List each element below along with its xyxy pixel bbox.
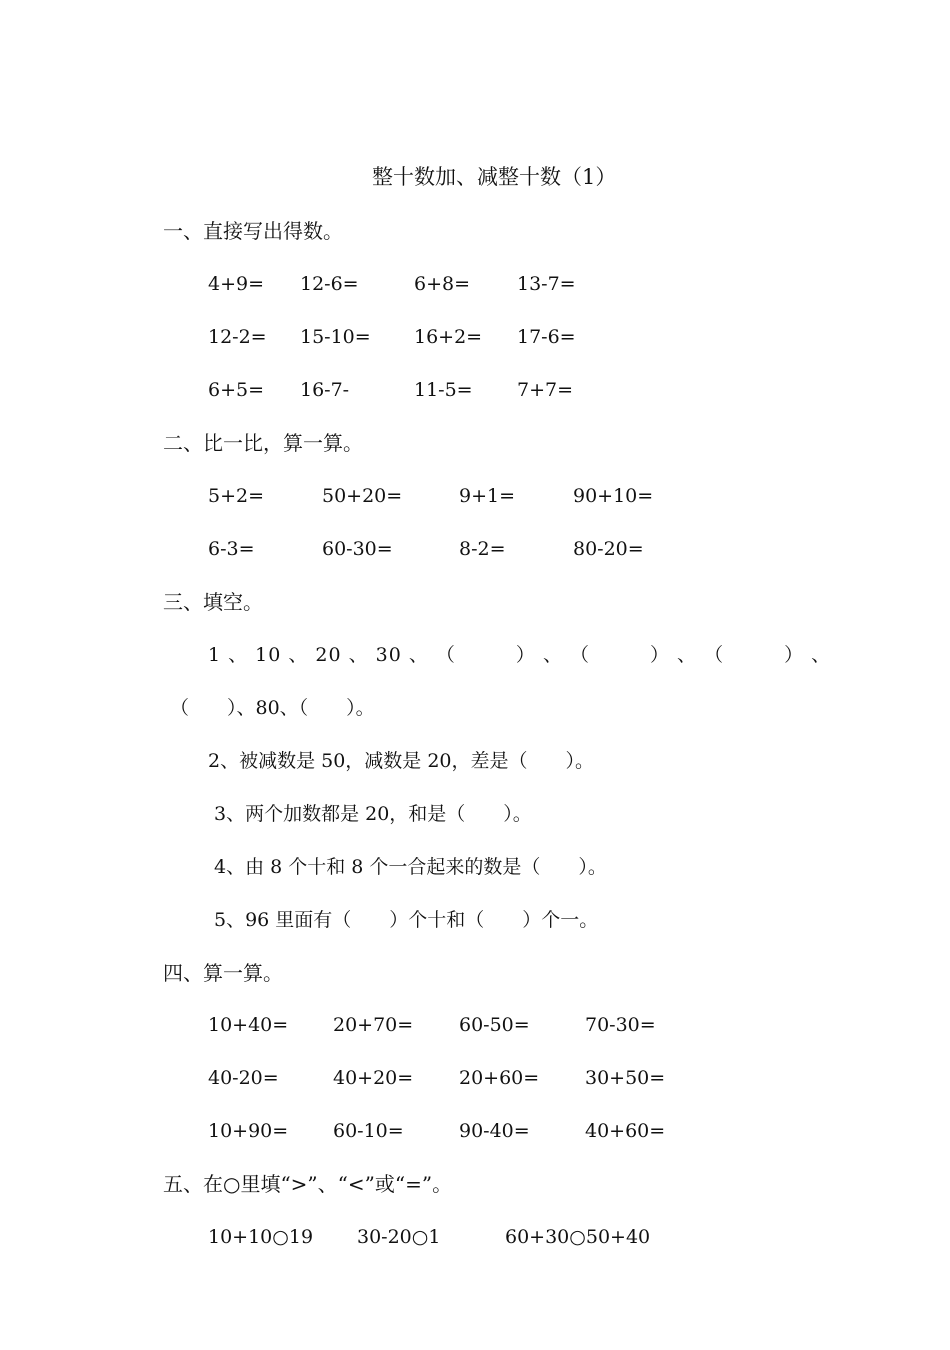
compare-problem: 10+10○19 [208, 1226, 314, 1248]
section-5-heading: 五、在○里填“>”、“<”或“=”。 [163, 1172, 453, 1196]
section-2-heading: 二、比一比，算一算。 [163, 431, 363, 455]
problem: 8-2= [459, 538, 506, 560]
problem: 40+60= [585, 1120, 666, 1142]
problem: 5+2= [208, 485, 265, 507]
problem: 16+2= [414, 326, 483, 348]
problem: 12-6= [300, 273, 359, 295]
fill-blank-item: 2、被减数是 50，减数是 20，差是（ ）。 [208, 750, 595, 772]
problem: 11-5= [414, 379, 473, 401]
problem: 90-40= [459, 1120, 530, 1142]
problem: 50+20= [322, 485, 403, 507]
section-4-heading: 四、算一算。 [163, 961, 283, 985]
problem: 6+8= [414, 273, 471, 295]
problem: 9+1= [459, 485, 516, 507]
problem: 60-50= [459, 1014, 530, 1036]
problem: 40-20= [208, 1067, 279, 1089]
problem: 16-7- [300, 379, 350, 401]
compare-problem: 60+30○50+40 [505, 1226, 651, 1248]
problem: 17-6= [517, 326, 576, 348]
fill-blank-item: 1 、 10 、 20 、 30 、 （ ） 、 （ ） 、 （ ） 、 [208, 644, 832, 666]
problem: 10+90= [208, 1120, 289, 1142]
fill-blank-item: 4、由 8 个十和 8 个一合起来的数是（ ）。 [214, 856, 607, 878]
problem: 80-20= [573, 538, 644, 560]
section-3-heading: 三、填空。 [163, 590, 263, 614]
fill-blank-item: 3、两个加数都是 20，和是（ ）。 [214, 803, 532, 825]
fill-blank-item: 5、96 里面有（ ）个十和（ ）个一。 [214, 909, 599, 931]
problem: 60-10= [333, 1120, 404, 1142]
section-1-heading: 一、直接写出得数。 [163, 219, 343, 243]
page-title: 整十数加、减整十数（1） [372, 165, 617, 189]
fill-blank-item: （ ）、80、（ ）。 [170, 697, 375, 719]
problem: 13-7= [517, 273, 576, 295]
problem: 60-30= [322, 538, 393, 560]
problem: 6+5= [208, 379, 265, 401]
problem: 10+40= [208, 1014, 289, 1036]
problem: 30+50= [585, 1067, 666, 1089]
problem: 70-30= [585, 1014, 656, 1036]
problem: 20+60= [459, 1067, 540, 1089]
problem: 6-3= [208, 538, 255, 560]
problem: 15-10= [300, 326, 371, 348]
problem: 4+9= [208, 273, 265, 295]
problem: 20+70= [333, 1014, 414, 1036]
problem: 12-2= [208, 326, 267, 348]
problem: 90+10= [573, 485, 654, 507]
compare-problem: 30-20○1 [357, 1226, 441, 1248]
problem: 40+20= [333, 1067, 414, 1089]
problem: 7+7= [517, 379, 574, 401]
